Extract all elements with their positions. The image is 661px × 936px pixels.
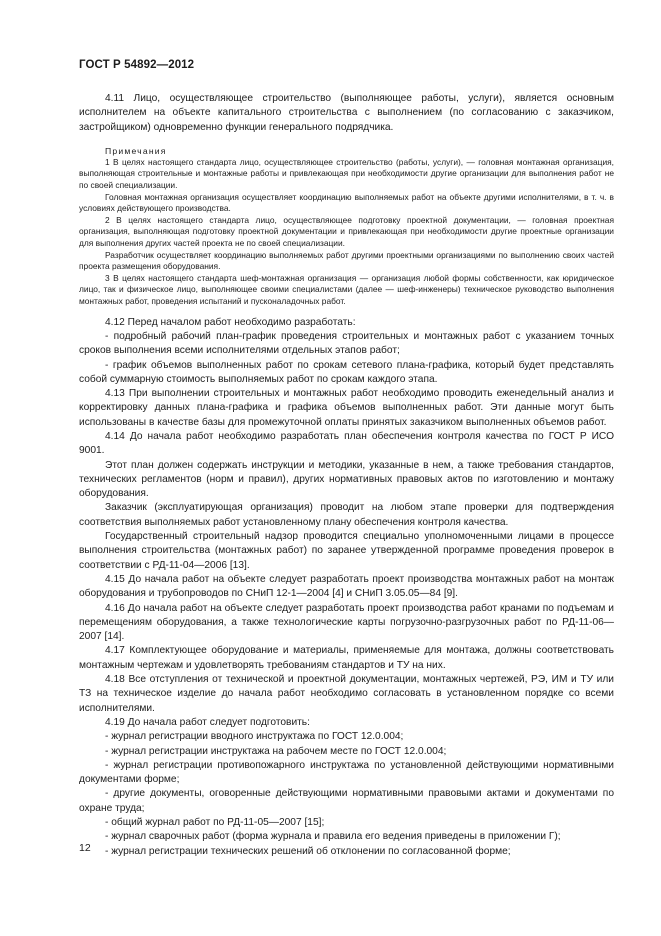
list-item: - журнал регистрации инструктажа на рабочем месте по ГОСТ 12.0.004;: [105, 745, 447, 757]
note-item: 2 В целях настоящего стандарта лицо, осуществляющее подготовку проектной документации, — головная проектная организация, выполняющая подготовку проектной документации и привлекающая при необходимости другие проектные организации для выполнения других частей проекта не по своей специализации.: [79, 214, 614, 249]
list-item: - журнал регистрации вводного инструктажа по ГОСТ 12.0.004;: [105, 731, 404, 743]
paragraph-4-14: 4.14 До начала работ необходимо разработать план обеспечения контроля качества по ГОСТ Р ИСО 9001.: [79, 430, 614, 457]
paragraph: Этот план должен содержать инструкции и методики, указанные в нем, а также требования стандартов, технических регламентов (норм и правил), других нормативных правовых актов по изготовлению и монтажу оборудования.: [79, 459, 614, 500]
paragraph-4-12: 4.12 Перед началом работ необходимо разработать:: [105, 316, 356, 328]
list-item: - общий журнал работ по РД-11-05—2007 [15];: [105, 817, 325, 828]
note-item: Разработчик осуществляет координацию выполняемых работ другими проектными организациями по выполнению своих частей проекта размещения оборудования.: [79, 249, 614, 272]
note-item: 1 В целях настоящего стандарта лицо, осуществляющее строительство (работы, услуги), — головная монтажная организация, выполняющая строительные и монтажные работы и привлекающая при необходимости другие организации для выполнения работ не по своей специализации.: [79, 156, 614, 191]
list-item: - журнал регистрации технических решений об отклонении по согласованной форме;: [105, 845, 511, 857]
list-item: - другие документы, оговоренные действующими нормативными правовыми актами и документами по охране труда;: [79, 788, 614, 814]
paragraph-4-13: 4.13 При выполнении строительных и монтажных работ необходимо проводить еженедельный анализ и корректировку данных плана-графика и графика объемов выполненных работ. Эти данные могут быть использованы в качестве базы для промежуточной оплаты принятых заказчиком выполненных объемов работ.: [79, 388, 614, 428]
paragraph-4-18: 4.18 Все отступления от технической и проектной документации, монтажных чертежей, РЭ, ИМ и ТУ или ТЗ на техническое изделие до начала работ необходимо согласовать в установленном порядке со всеми исполнителями.: [79, 674, 614, 714]
list-item: - журнал регистрации противопожарного инструктажа по установленной действующими нормативными документами форме;: [79, 759, 614, 786]
note-item: Головная монтажная организация осуществляет координацию выполняемых работ на объекте другими исполнителями, в т. ч. в условиях действующего производства.: [79, 191, 614, 214]
notes-title: Примечания: [105, 145, 167, 156]
list-item: - журнал сварочных работ (форма журнала и правила его ведения приведены в приложении Г);: [105, 831, 561, 843]
list-item: - график объемов выполненных работ по срокам сетевого плана-графика, который будет представлять собой суммарную стоимость выполняемых работ по срокам каждого этапа.: [79, 359, 614, 385]
note-item: 3 В целях настоящего стандарта шеф-монтажная организация — организация любой формы собственности, как юридическое лицо, так и физическое лицо, выполняющее своими специалистами (далее — шеф-инженеры) техническое руководство выполнения монтажных работ, проведения испытаний и пусконаладочных работ.: [79, 272, 614, 307]
document-body: [79, 92, 614, 859]
paragraph-4-11: 4.11 Лицо, осуществляющее строительство (выполняющее работы, услуги), является основным исполнителем на объекте капитального строительства с выполнением (по согласованию с заказчиком, застройщиком) одновременно функции генерального подрядчика.: [79, 93, 614, 133]
paragraph: Заказчик (эксплуатирующая организация) проводит на любом этапе проверки для подтверждения соответствия выполняемых работ установленному плану обеспечения контроля качества.: [79, 502, 614, 528]
paragraph: Государственный строительный надзор проводится специально уполномоченными лицами в процессе выполнения строительства (монтажных работ) по заранее утвержденной программе проведения проверок в соответствии с РД-11-04—2006 [13].: [79, 531, 614, 571]
paragraph-4-16: 4.16 До начала работ на объекте следует разработать проект производства работ кранами по подъемам и перемещениям оборудования, а также технологические карты погрузочно-разгрузочных работ по РД-11-06—2007 [14].: [79, 602, 614, 643]
page-number: 12: [79, 842, 91, 854]
paragraph-4-15: 4.15 До начала работ на объекте следует разработать проект производства монтажных работ на монтаж оборудования и трубопроводов по СНиП 12-1—2004 [4] и СНиП 3.05.05—84 [9].: [79, 573, 614, 600]
notes-block: [79, 145, 614, 308]
paragraph-4-19: 4.19 До начала работ следует подготовить:: [105, 716, 310, 728]
document-header: ГОСТ Р 54892—2012: [79, 59, 195, 71]
paragraph-4-17: 4.17 Комплектующее оборудование и материалы, применяемые для монтажа, должны соответствовать монтажным чертежам и удовлетворять требованиям стандартов и ТУ на них.: [79, 645, 614, 671]
list-item: - подробный рабочий план-график проведения строительных и монтажных работ с указанием точных сроков выполнения всеми исполнителями отдельных этапов работ;: [79, 330, 614, 357]
